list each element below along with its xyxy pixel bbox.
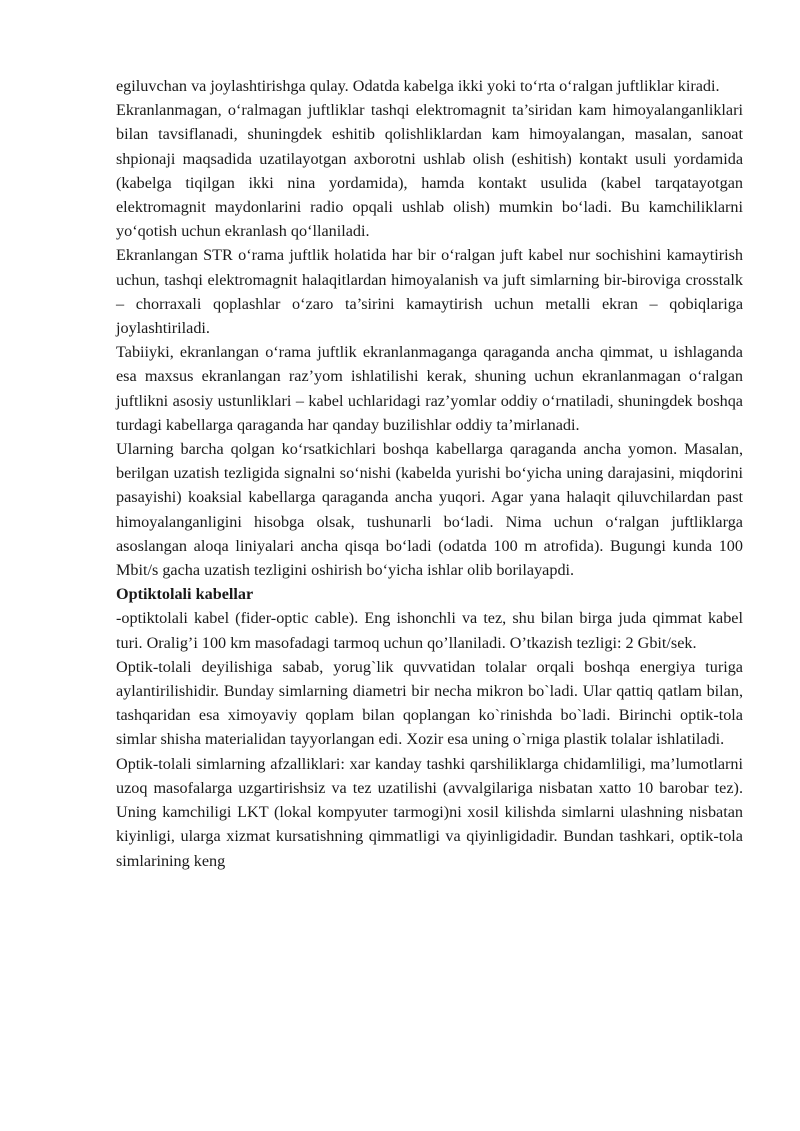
paragraph-5: Ularning barcha qolgan ko‘rsatkichlari boshqa kabellarga qaraganda ancha yomon. Masalan, berilgan uzatish tezligida signalni so‘nishi (kabelda yurishi bo‘yicha uning darajasini, miqdorini pasayishi) koaksial kabellarga qaraganda ancha yuqori. Agar yana halaqit qiluvchilardan past himoyalanganligini hisobga olsak, tushunarli bo‘ladi. Nima uchun o‘ralgan juftliklarga asoslangan aloqa liniyalari ancha qisqa bo‘ladi (odatda 100 m atrofida). Bugungi kunda 100 Mbit/s gacha uzatish tezligini oshirish bo‘yicha ishlar olib borilayapdi. bbox=[116, 440, 743, 580]
paragraph-3: Ekranlangan STR o‘rama juftlik holatida har bir o‘ralgan juft kabel nur sochishini kamaytirish uchun, tashqi elektromagnit halaqitlardan himoyalanish va juft simlarning bir-biroviga crosstalk – chorraxali qoplashlar o‘zaro ta’sirini kamaytirish uchun metalli ekran – qobiqlariga joylashtiriladi. bbox=[116, 246, 743, 338]
paragraph-8: Optik-tolali simlarning afzalliklari: xar kanday tashki qarshiliklarga chidamliligi, ma’lumotlarni uzoq masofalarga uzgartirishsiz va tez uzatilishi (avvalgilariga nisbatan xatto 10 barobar tez). Uning kamchiligi LKT (lokal kompyuter tarmogi)ni xosil kilishda simlarni ulashning nisbatan kiyinligi, ularga xizmat kursatishning qimmatligi va qiyinligidadir. Bundan tashkari, optik-tola simlarining keng bbox=[116, 754, 743, 870]
paragraph-6: -optiktolali kabel (fider-optic cable). Eng ishonchli va tez, shu bilan birga juda qimmat kabel turi. Oralig’i 100 km masofadagi tarmoq uchun qo’llaniladi. O’tkazish tezligi: 2 Gbit/sek. bbox=[116, 609, 743, 652]
paragraph-7: Optik-tolali deyilishiga sabab, yorug`lik quvvatidan tolalar orqali boshqa energiya turiga aylantirilishidir. Bunday simlarning diametri bir necha mikron bo`ladi. Ular qattiq qatlam bilan, tashqaridan esa ximoyaviy qoplam bilan qoplangan ko`rinishda bo`ladi. Birinchi optik-tola simlar shisha materialidan tayyorlangan edi. Xozir esa uning o`rniga plastik tolalar ishlatiladi. bbox=[116, 657, 743, 749]
paragraph-1: egiluvchan va joylashtirishga qulay. Odatda kabelga ikki yoki to‘rta o‘ralgan juftliklar kiradi. bbox=[116, 77, 720, 95]
paragraph-4: Tabiiyki, ekranlangan o‘rama juftlik ekranlanmaganga qaraganda ancha qimmat, u ishlaganda esa maxsus ekranlangan raz’yom ishlatilishi kerak, shuning uchun ekranlanmagan o‘ralgan juftlikni asosiy ustunliklari – kabel uchlaridagi raz’yomlar oddiy o‘rnatiladi, shuningdek boshqa turdagi kabellarga qaraganda har qanday buzilishlar oddiy ta’mirlanadi. bbox=[116, 343, 743, 434]
section-heading: Optiktolali kabellar bbox=[116, 585, 254, 604]
paragraph-2: Ekranlanmagan, o‘ralmagan juftliklar tashqi elektromagnit ta’siridan kam himoyalanganliklari bilan tavsiflanadi, shuningdek eshitib qolishliklardan kam himoyalangan, masalan, sanoat shpionaji maqsadida uzatilayotgan axborotni ushlab olish (eshitish) kontakt usuli yordamida (kabelga tiqilgan ikki nina yordamida), hamda kontakt usulida (kabel tarqatayotgan elektromagnit maydonlarini radio opqali ushlab olish) mumkin bo‘ladi. Bu kamchiliklarni yo‘qotish uchun ekranlash qo‘llaniladi. bbox=[116, 101, 743, 241]
document-body bbox=[116, 74, 743, 873]
